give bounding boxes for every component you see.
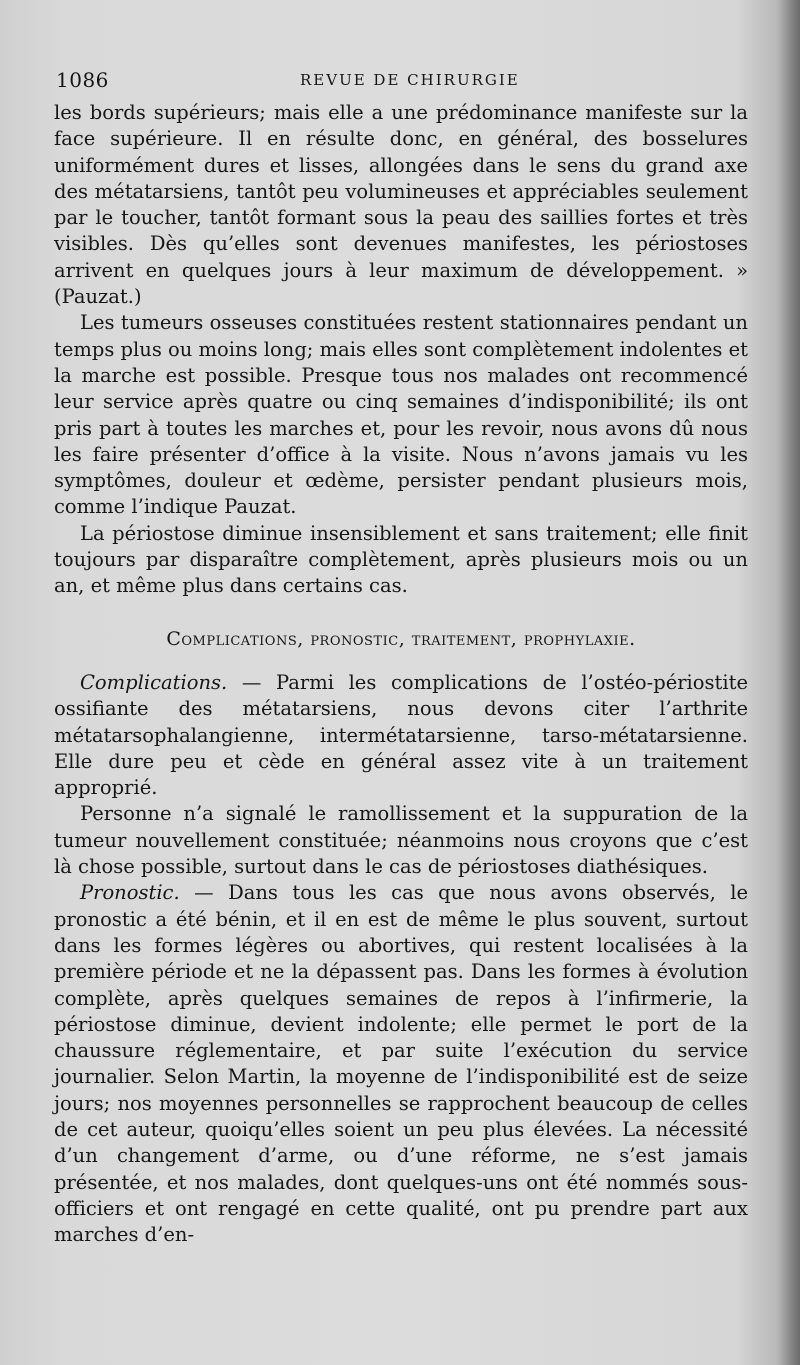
paragraph-continuation: les bords supérieurs; mais elle a une prédominance manifeste sur la face supérieure. Il en résulte donc, en général, des bosselures uniformément dures et lisses, allongées dans le sens du grand axe des métatarsiens, tantôt peu volumineuses et appréciables seulement par le toucher, tantôt formant sous la peau des saillies fortes et très visibles. Dès qu’elles sont devenues manifestes, les périostoses arrivent en quelques jours à leur maximum de développement. » (Pauzat.) <box>54 101 748 309</box>
complications-lead: Complications. <box>80 670 228 694</box>
pronostic-lead: Pronostic. <box>80 881 180 905</box>
paragraph-periostose: La périostose diminue insensiblement et sans traitement; elle finit toujours par disparaître complètement, après plusieurs mois ou un an, et même plus dans certains cas. <box>54 521 748 598</box>
page-number: 1086 <box>56 68 109 92</box>
paragraph-complications <box>54 670 748 801</box>
paragraph-pronostic <box>54 880 748 1248</box>
section-heading: Complications, pronostic, traitement, prophylaxie. <box>166 627 636 650</box>
pronostic-text: — Dans tous les cas que nous avons observés, le pronostic a été bénin, et il en est de même le plus souvent, surtout dans les formes légères ou abortives, qui restent localisées à la première période et ne la dépassent pas. Dans les formes à évolution complète, après quelques semaines de repos à l’infirmerie, la périostose diminue, devient indolente; elle permet le port de la chaussure réglementaire, et par suite l’exécution du service journalier. Selon Martin, la moyenne de l’indisponibilité est de seize jours; nos moyennes personnelles se rapprochent beaucoup de celles de cet auteur, quoiqu’elles soient un peu plus élevées. La nécessité d’un changement d’arme, ou d’une réforme, ne s’est jamais présentée, et nos malades, dont quelques-uns ont été nommés sous-officiers et ont rengagé en cette qualité, ont pu prendre part aux marches d’en- <box>54 881 748 1247</box>
journal-title: REVUE DE CHIRURGIE <box>300 71 520 89</box>
running-head <box>0 68 800 98</box>
paragraph-tumeurs: Les tumeurs osseuses constituées restent stationnaires pendant un temps plus ou moins long; mais elles sont complètement indolentes et la marche est possible. Presque tous nos malades ont recommencé leur service après quatre ou cinq semaines d’indisponibilité; ils ont pris part à toutes les marches et, pour les revoir, nous avons dû nous les faire présenter d’office à la visite. Nous n’avons jamais vu les symptômes, douleur et œdème, persister pendant plusieurs mois, comme l’indique Pauzat. <box>54 311 748 519</box>
paragraph-ramollissement: Personne n’a signalé le ramollissement et la suppuration de la tumeur nouvellement constituée; néanmoins nous croyons que c’est là chose possible, surtout dans le cas de périostoses diathésiques. <box>54 802 748 879</box>
page-edge-shadow <box>778 0 800 1365</box>
complications-text: — Parmi les complications de l’ostéo-périostite ossifiante des métatarsiens, nous devons citer l’arthrite métatarsophalangienne, intermétatarsienne, tarso-métatarsienne. Elle dure peu et cède en général assez vite à un traitement approprié. <box>54 670 748 800</box>
body-text <box>54 100 748 1248</box>
